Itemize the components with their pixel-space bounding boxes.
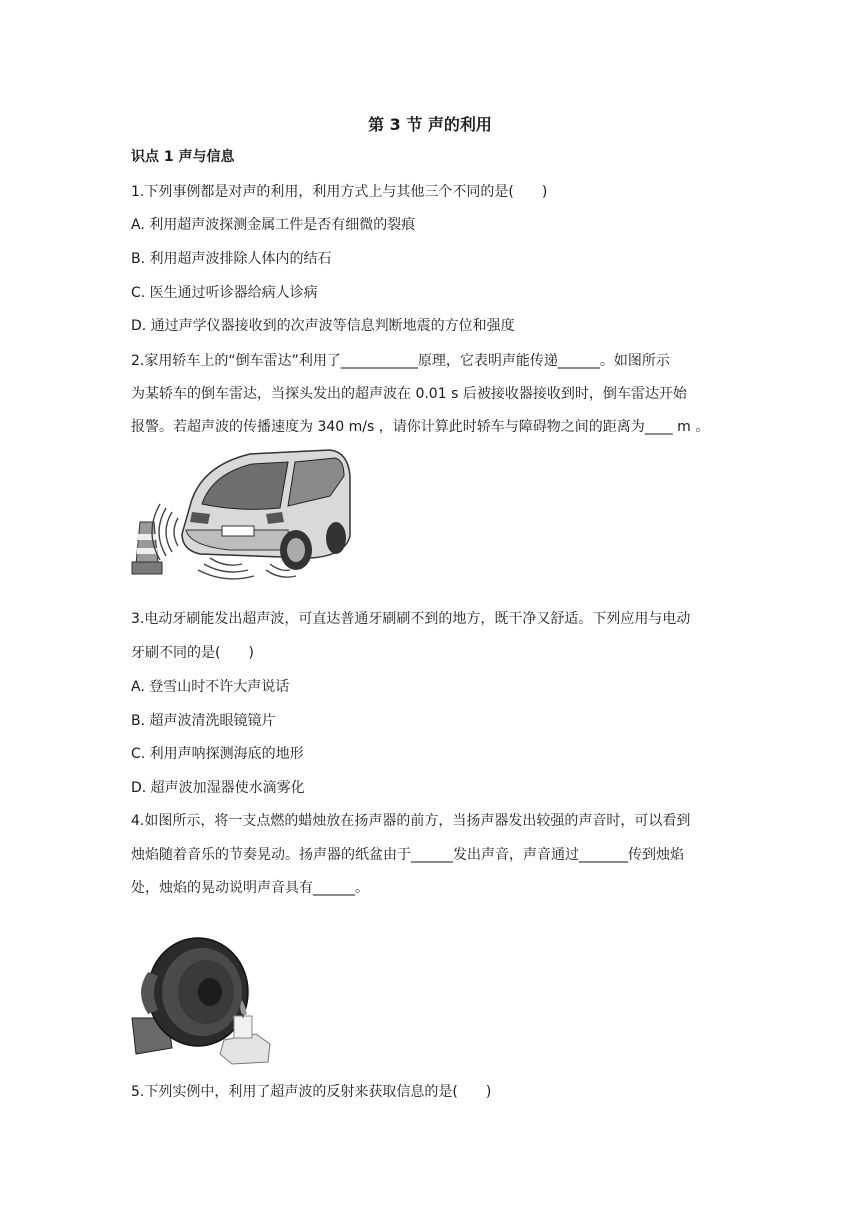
speaker-candle-figure xyxy=(128,936,278,1066)
question-4-line-1: 4.如图所示，将一支点燃的蜡烛放在扬声器的前方，当扬声器发出较强的声音时，可以看到 xyxy=(131,813,691,829)
question-5-stem: 5.下列实例中，利用了超声波的反射来获取信息的是( ) xyxy=(131,1084,492,1100)
question-3-line-2: 牙刷不同的是( ) xyxy=(131,645,254,661)
question-1-option-d: D. 通过声学仪器接收到的次声波等信息判断地震的方位和强度 xyxy=(131,318,515,334)
question-2-line-3: 报警。若超声波的传播速度为 340 m/s ，请你计算此时轿车与障碍物之间的距离为____ m 。 xyxy=(131,419,710,435)
question-3-option-b: B. 超声波清洗眼镜镜片 xyxy=(131,713,276,729)
reversing-radar-figure xyxy=(130,446,352,584)
page-title: 第 3 节 声的利用 xyxy=(368,115,492,134)
question-1-option-a: A. 利用超声波探测金属工件是否有细微的裂痕 xyxy=(131,217,416,233)
question-1-option-b: B. 利用超声波排除人体内的结石 xyxy=(131,251,332,267)
question-2-line-2: 为某轿车的倒车雷达，当探头发出的超声波在 0.01 s 后被接收器接收到时，倒车雷达开始 xyxy=(131,386,687,402)
question-4-line-3: 处，烛焰的晃动说明声音具有______。 xyxy=(131,880,369,896)
question-3-option-a: A. 登雪山时不许大声说话 xyxy=(131,679,290,695)
question-2-line-1: 2.家用轿车上的“倒车雷达”利用了___________原理，它表明声能传递______。如图所示 xyxy=(131,353,670,369)
section-heading: 识点 1 声与信息 xyxy=(131,149,235,165)
question-3-line-1: 3.电动牙刷能发出超声波，可直达普通牙刷刷不到的地方，既干净又舒适。下列应用与电动 xyxy=(131,611,691,627)
question-3-option-c: C. 利用声呐探测海底的地形 xyxy=(131,746,304,762)
question-3-option-d: D. 超声波加湿器使水滴雾化 xyxy=(131,780,305,796)
question-1-stem: 1.下列事例都是对声的利用，利用方式上与其他三个不同的是( ) xyxy=(131,184,548,200)
question-1-option-c: C. 医生通过听诊器给病人诊病 xyxy=(131,285,318,301)
question-4-line-2: 烛焰随着音乐的节奏晃动。扬声器的纸盆由于______发出声音，声音通过_______传到烛焰 xyxy=(131,847,684,863)
